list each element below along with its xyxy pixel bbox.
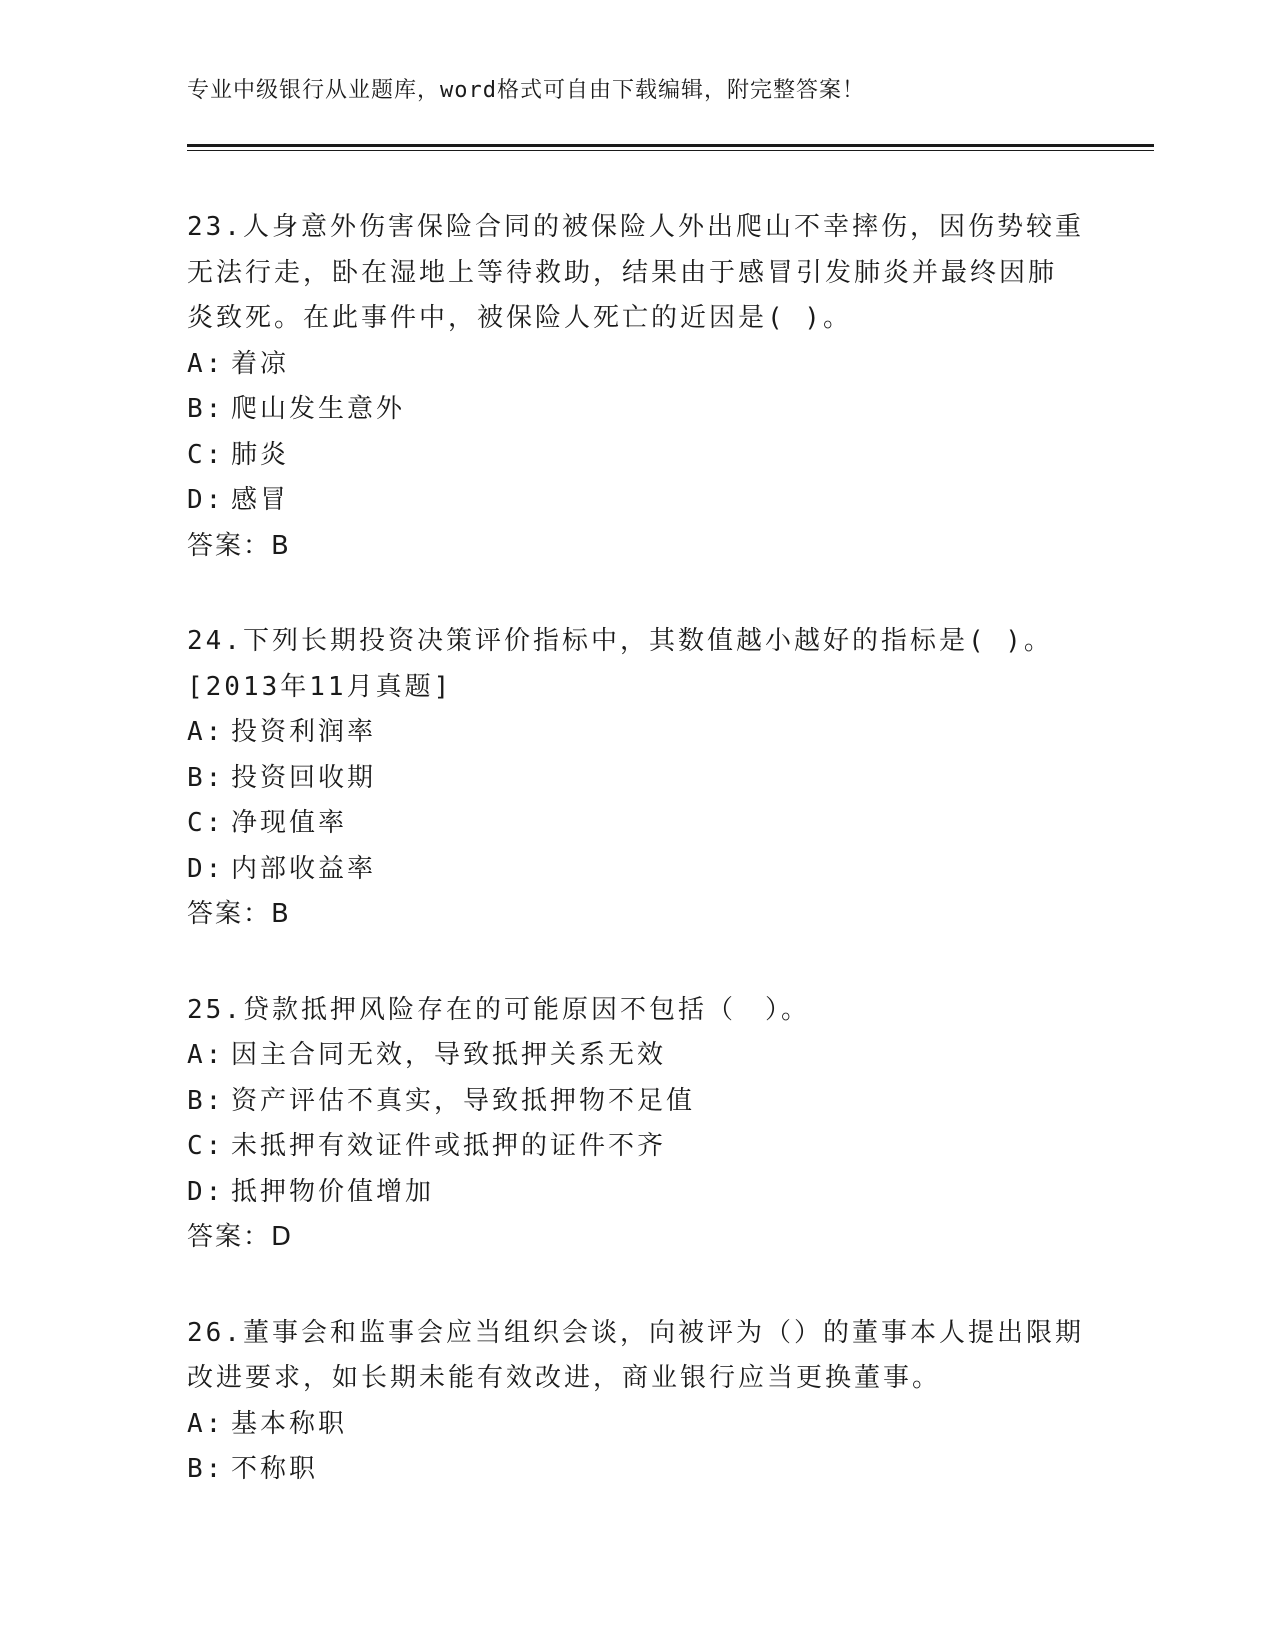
question-stem-line: 炎致死。在此事件中，被保险人死亡的近因是( )。 (187, 303, 852, 333)
header-divider-thick (187, 144, 1154, 147)
option-text: 着凉 (231, 348, 290, 379)
question-25 (187, 988, 1087, 1261)
option-d (187, 847, 1087, 893)
option-b (187, 387, 1087, 433)
option-letter: C: (187, 1131, 225, 1161)
option-letter: A: (187, 348, 225, 379)
option-a (187, 1402, 1087, 1448)
option-c (187, 433, 1087, 479)
option-letter: B: (187, 1085, 225, 1116)
option-text: 爬山发生意外 (231, 394, 406, 424)
option-d (187, 478, 1087, 524)
option-letter: D: (187, 485, 225, 515)
option-text: 投资利润率 (231, 717, 377, 747)
header-divider-thin (187, 150, 1154, 151)
option-letter: B: (187, 1454, 225, 1484)
question-26 (187, 1311, 1087, 1493)
option-c (187, 801, 1087, 847)
option-a (187, 710, 1087, 756)
page-header: 专业中级银行从业题库，word格式可自由下载编辑，附完整答案！ (187, 78, 865, 103)
option-b (187, 756, 1087, 802)
question-stem-line: 无法行走，卧在湿地上等待救助，结果由于感冒引发肺炎并最终因肺 (187, 257, 1058, 288)
answer-line: 答案：D (187, 1222, 294, 1252)
answer-line: 答案：B (187, 899, 291, 929)
option-b (187, 1447, 1087, 1493)
option-text: 抵押物价值增加 (231, 1176, 435, 1207)
option-text: 未抵押有效证件或抵押的证件不齐 (231, 1131, 667, 1161)
option-letter: B: (187, 394, 225, 424)
question-23 (187, 205, 1087, 569)
option-text: 资产评估不真实，导致抵押物不足值 (231, 1085, 696, 1116)
option-letter: A: (187, 717, 225, 747)
option-a (187, 342, 1087, 388)
option-letter: B: (187, 762, 225, 793)
option-letter: D: (187, 1176, 225, 1207)
question-stem-line: 24.下列长期投资决策评价指标中，其数值越小越好的指标是( )。 (187, 626, 1053, 656)
question-24 (187, 619, 1087, 938)
question-stem-line: 26.董事会和监事会应当组织会谈，向被评为（）的董事本人提出限期 (187, 1317, 1084, 1348)
option-text: 净现值率 (231, 808, 348, 838)
option-letter: A: (187, 1040, 225, 1070)
question-stem-line: 改进要求，如长期未能有效改进，商业银行应当更换董事。 (187, 1363, 942, 1393)
option-text: 肺炎 (231, 439, 290, 470)
question-stem-line: 23.人身意外伤害保险合同的被保险人外出爬山不幸摔伤，因伤势较重 (187, 212, 1084, 242)
option-d (187, 1170, 1087, 1216)
option-text: 投资回收期 (231, 762, 377, 793)
option-text: 感冒 (231, 485, 290, 515)
option-text: 不称职 (231, 1454, 319, 1484)
option-letter: C: (187, 439, 225, 470)
option-text: 内部收益率 (231, 853, 377, 884)
option-letter: A: (187, 1408, 225, 1439)
option-a (187, 1033, 1087, 1079)
option-c (187, 1124, 1087, 1170)
option-letter: D: (187, 853, 225, 884)
question-stem-line: [2013年11月真题] (187, 671, 453, 702)
option-b (187, 1079, 1087, 1125)
option-text: 基本称职 (231, 1408, 348, 1439)
question-list (187, 205, 1087, 1543)
option-letter: C: (187, 808, 225, 838)
option-text: 因主合同无效，导致抵押关系无效 (231, 1040, 667, 1070)
question-stem-line: 25.贷款抵押风险存在的可能原因不包括（ ）。 (187, 994, 810, 1025)
answer-line: 答案：B (187, 530, 291, 561)
